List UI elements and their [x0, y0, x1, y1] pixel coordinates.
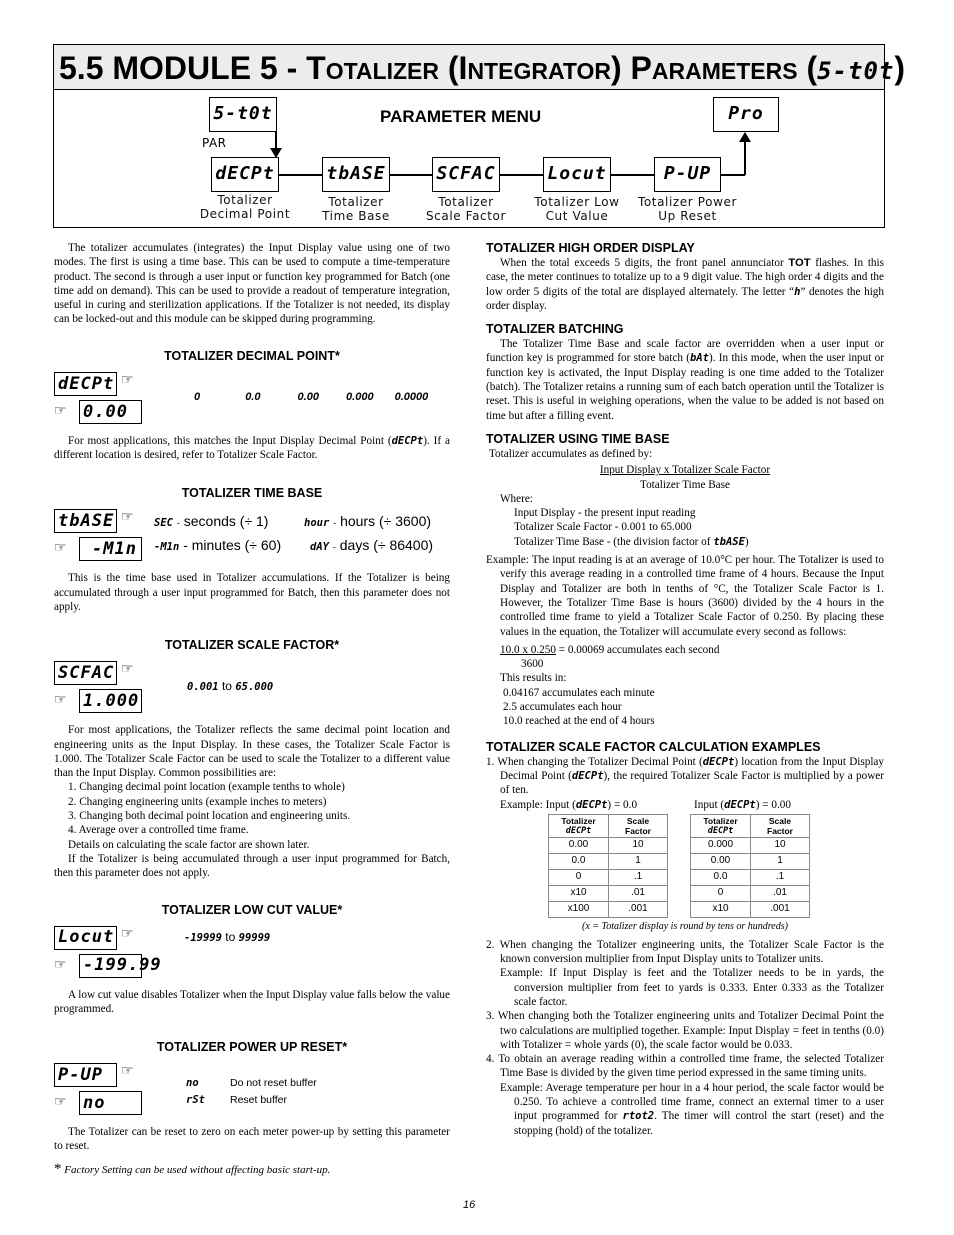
advance-hand-icon: ☞ — [121, 510, 134, 526]
menu-item-locut: Locut — [543, 157, 611, 192]
select-hand-icon: ☞ — [54, 541, 67, 557]
table-cell: x10 — [549, 885, 609, 901]
advance-hand-icon: ☞ — [121, 926, 134, 942]
where-label: Where: — [500, 492, 533, 505]
table-cell: 0.000 — [691, 837, 751, 853]
advance-hand-icon: ☞ — [121, 372, 134, 388]
menu-item-scfac: SCFAC — [432, 157, 500, 192]
scale-factor-tables — [486, 812, 884, 920]
tbase-option-minutes: -M1n - minutes (÷ 60) — [154, 537, 282, 554]
table-cell: 1 — [751, 853, 810, 869]
decpt-lcd-top: dECPt — [54, 372, 117, 396]
tbase-lcd-top: tbASE — [54, 509, 117, 533]
heading-batching: TOTALIZER BATCHING — [486, 322, 624, 337]
scale-factor-batch-note: If the Totalizer is being accumulated through a user input programmed for Batch, then this parameter does not apply. — [54, 852, 450, 880]
tbase-option-seconds: SEC - seconds (÷ 1) — [154, 513, 269, 530]
table-cell: 0.00 — [549, 837, 609, 853]
menu-caption-scfac: Totalizer Scale Factor — [425, 195, 507, 223]
menu-item-pup: P-UP — [654, 157, 721, 192]
where-list: Input Display - the present input reading Totalizer Scale Factor - 0.001 to 65.000 Totalizer Time Base - (the division factor of tbASE) — [514, 507, 749, 548]
advance-hand-icon: ☞ — [121, 662, 134, 678]
heading-scale-factor: TOTALIZER SCALE FACTOR* — [164, 638, 340, 653]
menu-start-display: 5-t0t — [209, 97, 277, 132]
tbase-option-days: dAY - days (÷ 86400) — [310, 537, 434, 554]
table-cell: x100 — [549, 901, 609, 917]
table-cell: .1 — [609, 869, 668, 885]
low-cut-desc: A low cut value disables Totalizer when the Input Display value falls below the value programmed. — [54, 988, 450, 1015]
calc-example-2: 2. When changing the Totalizer engineering units, the Totalizer Scale Factor is the known conversion multiplier from Input Display units to Totalizer units. — [486, 938, 884, 966]
table-cell: .01 — [751, 885, 810, 901]
scfac-lcd-bottom: 1.000 — [79, 689, 142, 713]
title-lcd-code: 5-t0t — [817, 57, 895, 85]
list-item: 2. Changing engineering units (example inches to meters) — [68, 795, 327, 808]
select-hand-icon: ☞ — [54, 403, 67, 419]
power-up-param — [54, 1063, 450, 1119]
time-base-example: Example: The input reading is at an average of 10.0°C per hour. The Totalizer is used to verify this average reading in a controlled time frame of 4 hours. Because the Input Display and Totalizer are both in tenths of °C, the Totalizer Scale Factor is 1. However, the Totalizer Time Base is hours (3600) divided by the 4 hours in the controlled time frame to yield a Totalizer Scale Factor of 0.250. By placing these values in the equation, the Totalizer will accumulate every second as follows: — [486, 554, 884, 638]
advance-hand-icon: ☞ — [121, 1064, 134, 1080]
heading-time-base-usage: TOTALIZER USING TIME BASE — [486, 431, 670, 446]
table-row — [549, 837, 668, 853]
decimal-point-param — [54, 372, 450, 428]
table-cell: 0.00 — [691, 853, 751, 869]
section-title: 5.5 MODULE 5 - TOTALIZER (INTEGRATOR) PARAMETERS (5-t0t) — [59, 50, 905, 86]
table-cell: 0 — [691, 885, 751, 901]
menu-end-display: Pro — [713, 97, 779, 132]
table-cell: 10 — [609, 837, 668, 853]
calc-example-4-detail: Example: Average temperature per hour in a 4 hour period, the scale factor would be 0.250. To achieve a controlled time frame, connect an external timer to a user input programmed for rtot2. The timer will control the start (reset) and the stopping (hold) of the totalizer. — [500, 1081, 884, 1137]
menu-caption-pup: Totalizer Power Up Reset — [637, 195, 738, 223]
scale-factor-table-1: Totalizer dECPt Scale Factor 0.00 10 0.0 1 0 .1 x10 .01 x100 .001 — [548, 814, 668, 918]
heading-power-up: TOTALIZER POWER UP RESET* — [156, 1040, 348, 1055]
tbase-option-hours: hour - hours (÷ 3600) — [304, 513, 432, 530]
table-cell: 0.0 — [691, 869, 751, 885]
table-cell: .001 — [609, 901, 668, 917]
scale-factor-desc: For most applications, the Totalizer reflects the same decimal point location and engineering units as the Input Display. In these cases, the Totalizer Scale Factor is 1.000. The Totalizer Scale Factor can be used to scale the Totalizer to a different value than the Input Display. Common possibilities are: — [54, 724, 450, 780]
page-number: 16 — [463, 1199, 476, 1211]
list-item: Details on calculating the scale factor are shown later. — [68, 838, 310, 851]
calc-example-3: 3. When changing both the Totalizer engineering units and Totalizer Decimal Point the two calculations are multiplied together. Example: Input Display = feet in tenths (0.0) with Totalizer = whole yards (0), the scale factor would be 0.033. — [486, 1010, 884, 1051]
power-up-desc: The Totalizer can be reset to zero on each meter power-up by setting this parameter to reset. — [54, 1126, 450, 1153]
right-column — [486, 241, 884, 1138]
table-cell: 10 — [751, 837, 810, 853]
table-row — [549, 853, 668, 869]
table-row — [691, 901, 810, 917]
time-base-desc: This is the time base used in Totalizer accumulations. If the Totalizer is being accumulated through a user input programmed for Batch, then this parameter does not apply. — [54, 572, 450, 613]
heading-calc-examples: TOTALIZER SCALE FACTOR CALCULATION EXAMPLES — [486, 739, 821, 754]
menu-item-tbase: tbASE — [322, 157, 390, 192]
menu-caption-locut: Totalizer Low Cut Value — [534, 195, 620, 223]
pup-lcd-top: P-UP — [54, 1063, 117, 1087]
heading-high-order-display: TOTALIZER HIGH ORDER DISPLAY — [486, 241, 695, 255]
intro-paragraph: The totalizer accumulates (integrates) the Input Display value using one of two modes. The first is using a time base. This can be used to compute a time-temperature product. The second is through a user input or function key programmed for Batch (one time add on demand). This can be used to provide a readout of temperature integration, useful in curing and sterilization applications. If the Totalizer is not needed, its display can be locked-out and this module can be skipped during programming. — [54, 242, 450, 326]
select-hand-icon: ☞ — [54, 1095, 67, 1111]
decpt-options: 0 0.0 0.00 0.000 0.0000 — [194, 390, 429, 403]
calc-example-1: 1. When changing the Totalizer Decimal Point (dECPt) location from the Input Display Decimal Point (dECPt), the required Totalizer Scale Factor is multiplied by a power of ten. — [486, 755, 884, 797]
locut-lcd-top: Locut — [54, 926, 117, 950]
scfac-lcd-top: SCFAC — [54, 661, 117, 685]
scale-factor-table-2: Totalizer dECPt Scale Factor 0.000 10 0.00 1 0.0 .1 0 .01 x10 .001 — [690, 814, 810, 918]
menu-caption-decpt: Totalizer Decimal Point — [199, 193, 291, 221]
table-cell: 0 — [549, 869, 609, 885]
decimal-point-desc: For most applications, this matches the Input Display Decimal Point (dECPt). If a different location is desired, refer to Totalizer Scale Factor. — [54, 434, 450, 462]
menu-title: PARAMETER MENU — [380, 107, 542, 126]
left-column — [54, 241, 450, 1154]
heading-decimal-point: TOTALIZER DECIMAL POINT* — [164, 348, 340, 363]
scale-factor-param — [54, 661, 450, 717]
pup-option-reset: rSt Reset buffer — [186, 1094, 288, 1107]
table-cell: 1 — [609, 853, 668, 869]
pup-option-no: no Do not reset buffer — [186, 1077, 317, 1090]
scale-factor-list — [54, 780, 450, 851]
decpt-lcd-bottom: 0.00 — [79, 400, 142, 424]
menu-caption-tbase: Totalizer Time Base — [322, 195, 390, 223]
table-row — [691, 885, 810, 901]
list-item: 4. Average over a controlled time frame. — [68, 824, 249, 837]
par-key-label: PAR — [202, 136, 227, 150]
high-order-desc: When the total exceeds 5 digits, the front panel annunciator TOT flashes. In this case, the meter continues to totalize up to a 9 digit value. The high order 4 digits and the low order 5 digits of the total are displayed alternately. The letter “h” denotes the high order display. — [486, 257, 884, 312]
table-cell: x10 — [691, 901, 751, 917]
table-row — [549, 885, 668, 901]
list-item: 3. Changing both decimal point location and engineering units. — [68, 810, 351, 823]
table-note: (x = Totalizer display is round by tens or hundreds) — [582, 920, 788, 932]
table-cell: 0.0 — [549, 853, 609, 869]
pup-lcd-bottom: no — [79, 1091, 142, 1115]
table-row — [691, 837, 810, 853]
table-row — [691, 853, 810, 869]
table-cell: .1 — [751, 869, 810, 885]
calc-example-inputs: Example: Input (dECPt) = 0.0 Input (dECPt) = 0.00 — [500, 798, 791, 811]
heading-time-base: TOTALIZER TIME BASE — [181, 486, 323, 501]
time-base-param — [54, 509, 450, 565]
tbase-lcd-bottom: -M1n — [79, 537, 142, 561]
formula: Input Display x Totalizer Scale Factor Totalizer Time Base — [599, 464, 771, 491]
table-row — [549, 869, 668, 885]
scfac-range: 0.001 to 65.000 — [187, 679, 274, 694]
low-cut-param — [54, 926, 450, 982]
select-hand-icon: ☞ — [54, 957, 67, 973]
select-hand-icon: ☞ — [54, 693, 67, 709]
calc-example-2-detail: Example: If Input Display is feet and the Totalizer needs to be in yards, the conversion multiplier from feet to yards is 0.333. Enter 0.333 as the Totalizer scale factor. — [500, 967, 884, 1008]
menu-item-decpt: dECPt — [211, 157, 279, 192]
locut-range: -19999 to 99999 — [184, 929, 271, 944]
time-base-intro: Totalizer accumulates as defined by: — [489, 447, 653, 460]
locut-lcd-bottom: -199.99 — [79, 954, 142, 978]
batching-desc: The Totalizer Time Base and scale factor are overridden when a user input or function key is programmed for store batch (bAt). In this mode, when the user input or function key is activated, the Input Display reading is one time added to the Totalizer (batch). The Totalizer retains a running sum of each batch operation until the Totalizer is reset. This is useful in weighing operations, when the value to be added is not based on time but after a filling event. — [486, 338, 884, 422]
footnote: * Factory Setting can be used without affecting basic start-up. — [54, 1161, 331, 1177]
table-row — [691, 869, 810, 885]
table-row — [549, 901, 668, 917]
calc-example-4: 4. To obtain an average reading within a controlled time frame, the selected Totalizer Time Base is divided by the given time period expressed in the same timing units. — [486, 1053, 884, 1080]
table-cell: .01 — [609, 885, 668, 901]
heading-low-cut: TOTALIZER LOW CUT VALUE* — [161, 902, 343, 917]
time-base-calculation: 10.0 x 0.250 = 0.00069 accumulates each second 3600 This results in: 0.04167 accumulates each minute 2.5 accumulates each hour 10.0 reached at the end of 4 hours — [500, 643, 720, 728]
list-item: 1. Changing decimal point location (example tenths to whole) — [68, 781, 345, 794]
table-cell: .001 — [751, 901, 810, 917]
